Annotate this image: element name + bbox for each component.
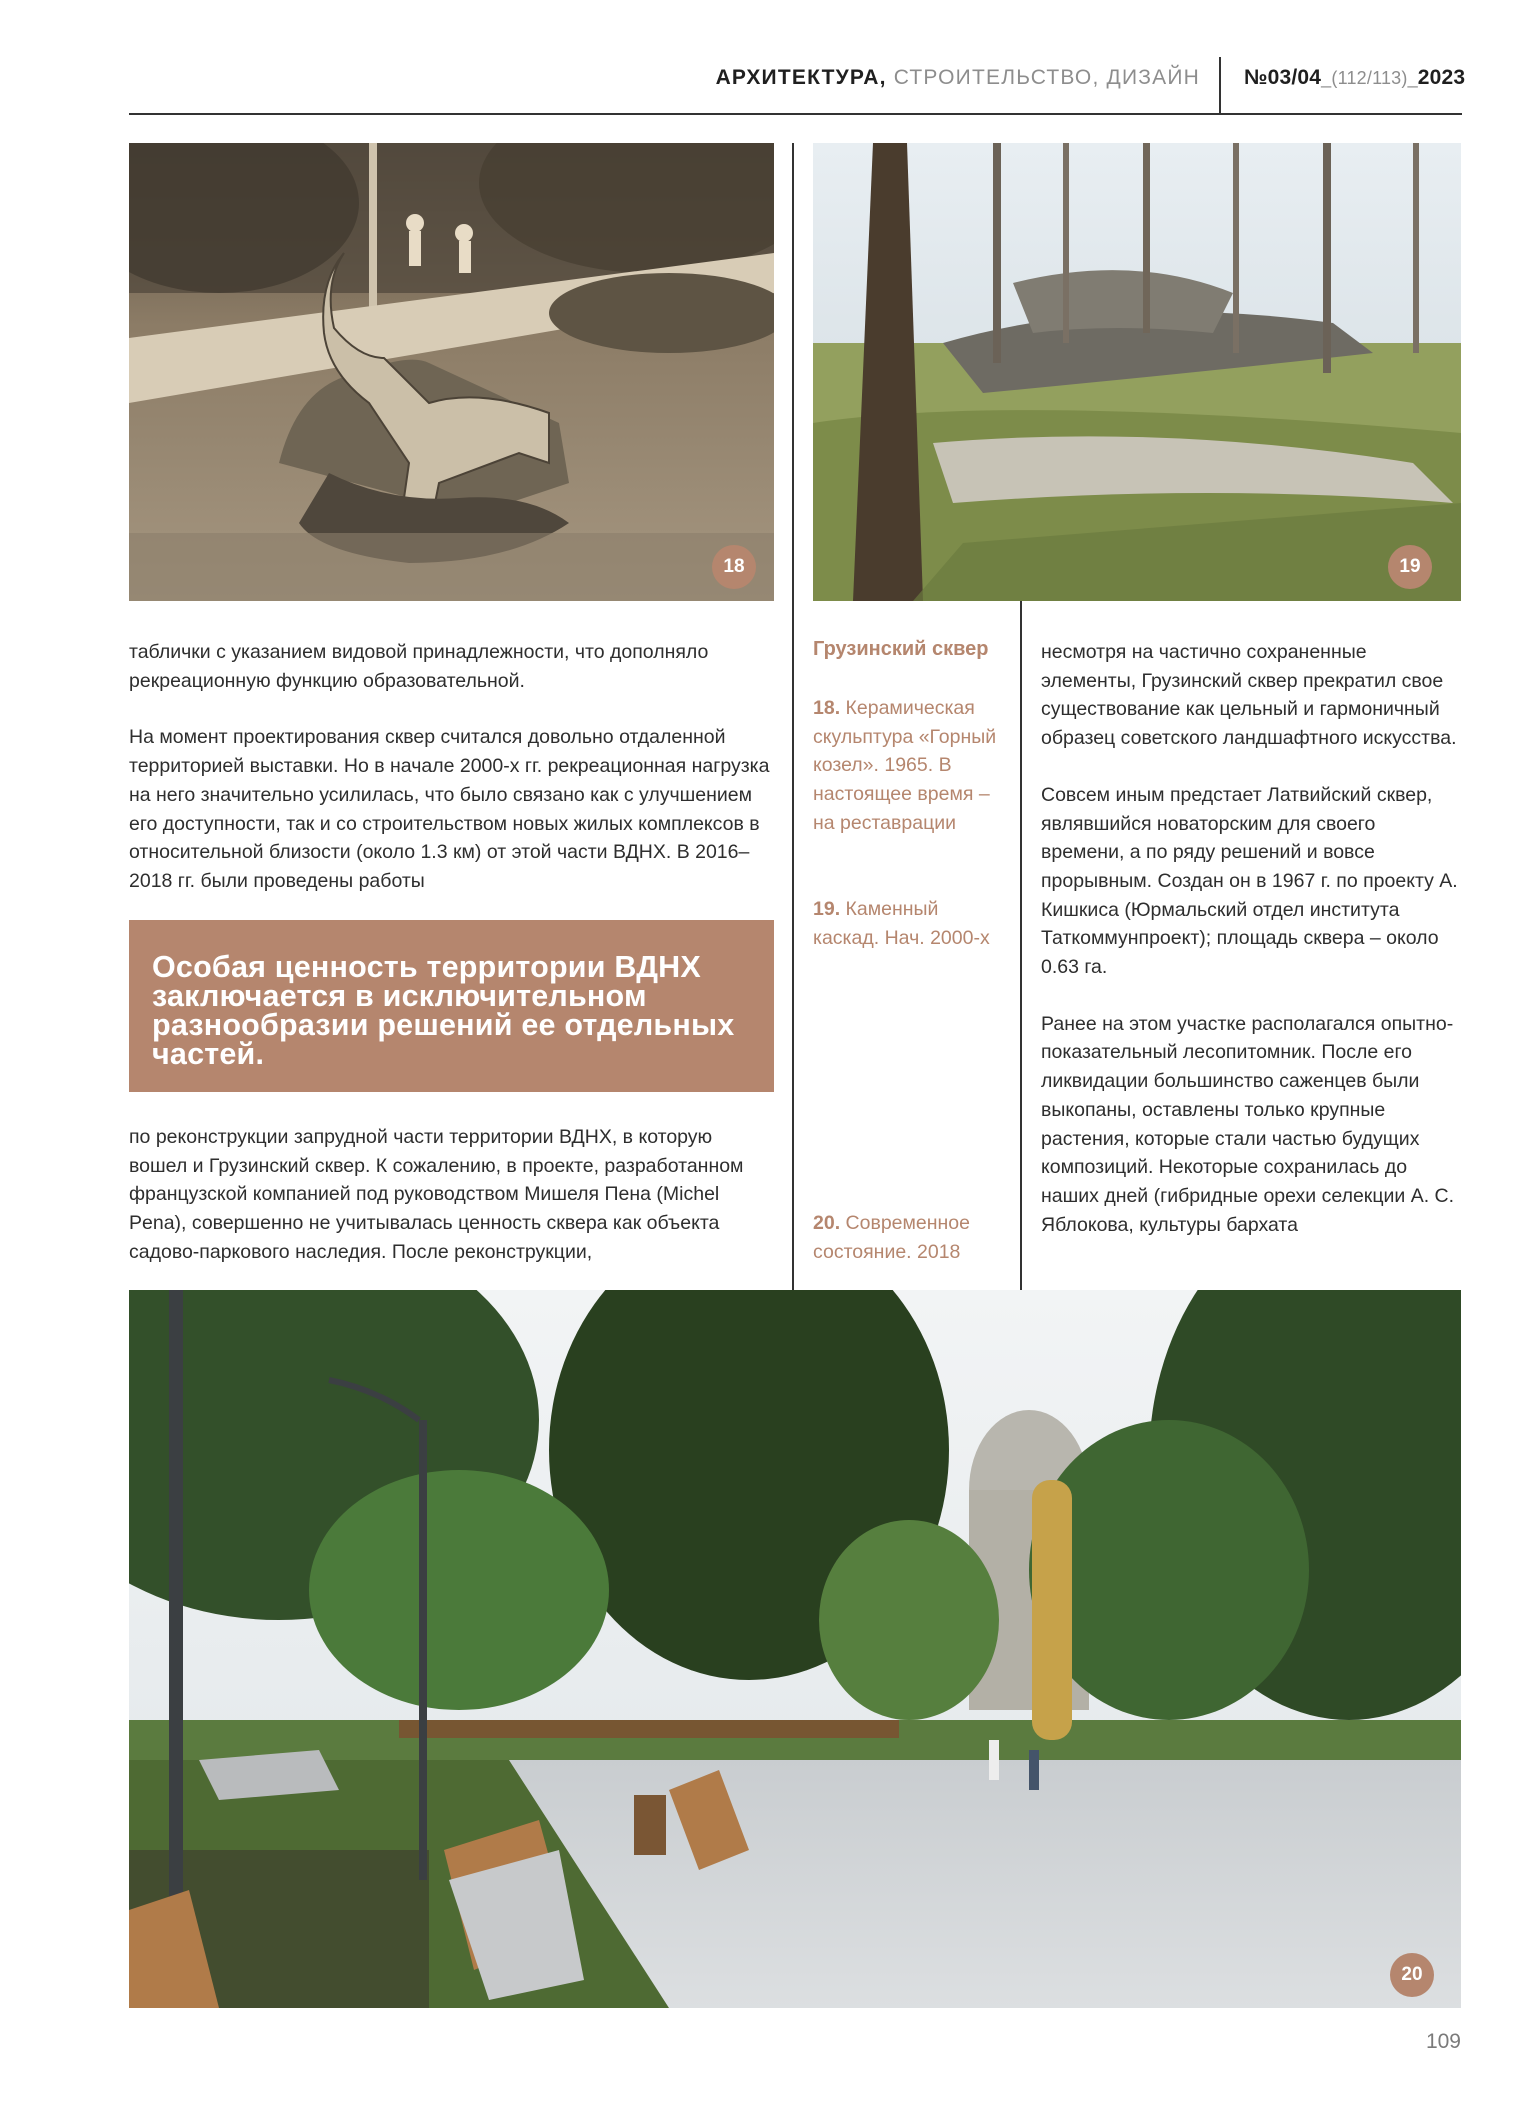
paragraph: по реконструкции запрудной части территории ВДНХ, в которую вошел и Грузинский сквер. К сожалению, в проекте, разработанном французской компанией под руководством Мишеля Пена (Michel Pena), совершенно не учитывалась ценность сквера как объекта садово-паркового наследия. После реконструкции, [129, 1126, 744, 1263]
caption-number: 19. [813, 898, 841, 920]
section-title-bold: АРХИТЕКТУРА, [715, 66, 887, 89]
paragraph: несмотря на частично сохраненные элементы, Грузинский сквер прекратил свое существование как цельный и гармоничный образец советского ландшафтного искусства. [1041, 641, 1457, 750]
photo-badge-18: 18 [712, 545, 756, 589]
section-title [716, 66, 1200, 90]
caption-19 [813, 895, 1003, 952]
pull-quote-line: Особая ценность территории ВДНХ [152, 950, 701, 984]
header-separator [1219, 57, 1221, 113]
photo-badge-19: 19 [1388, 545, 1432, 589]
issue-number-sub: _(112/113)_ [1321, 68, 1418, 88]
issue-number-main: №03/04 [1244, 66, 1322, 89]
issue-year: 2023 [1417, 66, 1466, 89]
page-number: 109 [1425, 2030, 1461, 2053]
section-title-light: СТРОИТЕЛЬСТВО, ДИЗАЙН [886, 66, 1200, 89]
caption-18 [813, 694, 1003, 838]
caption-20 [813, 1209, 1003, 1266]
left-column-bottom [129, 1123, 774, 1267]
caption-number: 18. [813, 697, 841, 719]
caption-text: Современное состояние. 2018 [813, 1212, 970, 1263]
left-column-top [129, 638, 774, 896]
caption-text: Каменный каскад. Нач. 2000-х [813, 898, 990, 949]
issue-number [1244, 66, 1465, 90]
caption-title: Грузинский сквер [813, 638, 989, 660]
paragraph: таблички с указанием видовой принадлежности, что дополняло рекреационную функцию образовательной. [129, 641, 709, 692]
column-rule-right [1020, 601, 1022, 1290]
caption-text: Керамическая скульптура «Горный козел». 1965. В настоящее время – на реставрации [813, 697, 997, 834]
column-rule-left [792, 143, 794, 1290]
photo-badge-20: 20 [1390, 1953, 1434, 1997]
pull-quote [129, 920, 774, 1092]
photo-18-goat-sculpture [129, 143, 774, 601]
paragraph: Ранее на этом участке располагался опытно-показательный лесопитомник. После его ликвидации большинство саженцев были выкопаны, оставлены только крупные растения, которые стали частью будущих композиций. Некоторые сохранилась до наших дней (гибридные орехи селекции А. С. Яблокова, культуры бархата [1041, 1012, 1455, 1236]
pull-quote-line: разнообразии решений ее отдельных [152, 1008, 735, 1042]
pull-quote-line: частей. [152, 1037, 265, 1071]
photo-20-modern-square [129, 1290, 1461, 2008]
header-rule [129, 113, 1462, 115]
paragraph: Совсем иным предстает Латвийский сквер, являвшийся новаторским для своего времени, а по ряду решений и вовсе прорывным. Создан он в 1967 г. по проекту А. Кишкиса (Юрмальский отдел института Таткоммунпроект); площадь сквера – около 0.63 га. [1041, 783, 1458, 979]
photo-19-stone-cascade [813, 143, 1461, 601]
right-column [1041, 638, 1461, 1239]
paragraph: На момент проектирования сквер считался довольно отдаленной территорией выставки. Но в начале 2000-х гг. рекреационная нагрузка на него значительно усилилась, что было связано как с улучшением его доступности, так и со строительством новых жилых комплексов в относительной близости (около 1.3 км) от этой части ВДНХ. В 2016–2018 гг. были проведены работы [129, 726, 770, 892]
pull-quote-line: заключается в исключительном [152, 979, 647, 1013]
caption-number: 20. [813, 1212, 841, 1234]
